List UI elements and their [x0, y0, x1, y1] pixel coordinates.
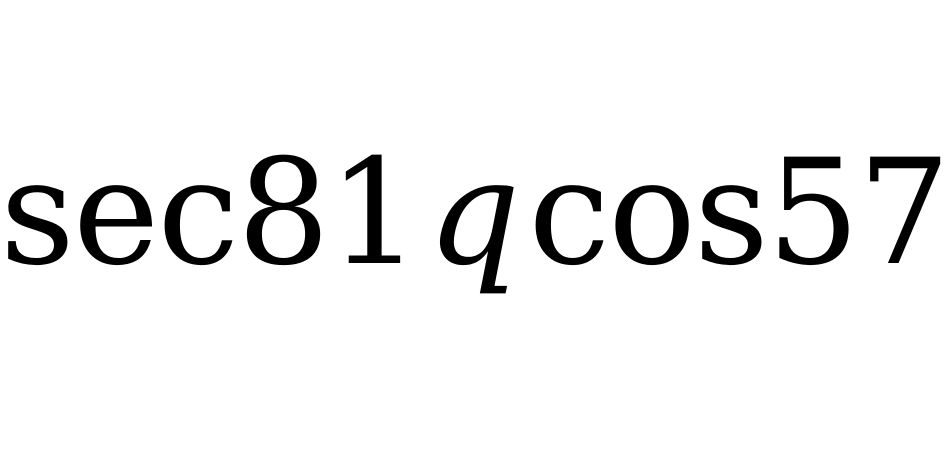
cos-function: cos — [528, 128, 767, 298]
number-57: 57 — [766, 128, 949, 298]
math-expression — [0, 128, 949, 320]
number-81: 81 — [237, 128, 419, 298]
sec-function: sec — [0, 128, 238, 298]
variable-q: q — [426, 128, 519, 298]
